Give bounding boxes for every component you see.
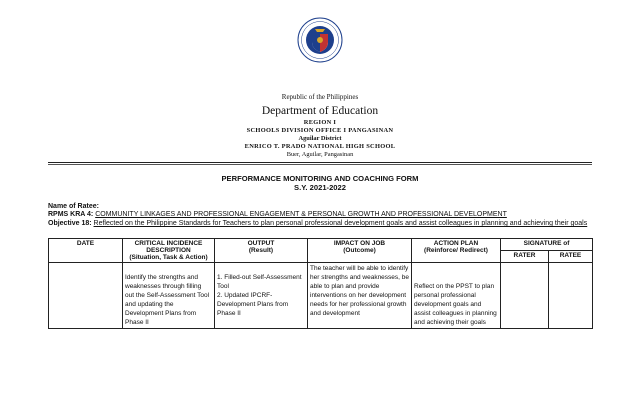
header-rater: RATER xyxy=(501,251,549,263)
table-row xyxy=(49,263,593,329)
kra-value: COMMUNITY LINKAGES AND PROFESSIONAL ENGAGEMENT & PERSONAL GROWTH AND PROFESSIONAL DEVELOPMENT xyxy=(95,211,507,218)
cell-impact: The teacher will be able to identify her strengths and weaknesses, be able to plan and provide interventions on her development needs for her professional growth and development xyxy=(308,263,412,329)
ratee-label: Name of Ratee: xyxy=(48,203,99,210)
header-date: DATE xyxy=(49,239,123,263)
cell-output xyxy=(215,263,308,329)
division-text: SCHOOLS DIVISION OFFICE I PANGASINAN xyxy=(246,127,394,134)
header-impact-title: IMPACT ON JOB xyxy=(333,240,386,247)
objective-value: Reflected on the Philippine Standards for Teachers to plan personal professional development goals and assist colleagues in planning and achieving their goals xyxy=(93,220,588,227)
header-impact-sub: (Outcome) xyxy=(343,247,376,254)
header-action xyxy=(412,239,501,263)
header-impact xyxy=(308,239,412,263)
output-item-1: 1. Filled-out Self-Assessment Tool xyxy=(217,274,302,290)
school-address: Buer, Aguilar, Pangasinan xyxy=(286,151,354,158)
action-text: Reflect on the PPST to plan personal professional development goals and assist colleagues in planning and achieving their goals xyxy=(414,283,497,326)
header-action-title: ACTION PLAN xyxy=(433,240,479,247)
header-action-sub: (Reinforce/ Redirect) xyxy=(424,247,488,254)
form-title: PERFORMANCE MONITORING AND COACHING FORM xyxy=(221,174,419,183)
header-incidence-sub: (Situation, Task & Action) xyxy=(129,254,208,261)
objective-line xyxy=(48,220,587,227)
school-year: S.Y. 2021-2022 xyxy=(294,183,346,192)
header-ratee: RATEE xyxy=(549,251,593,263)
output-item-2: 2. Updated IPCRF-Development Plans from Phase II xyxy=(217,292,289,317)
header-divider xyxy=(48,162,592,163)
cell-action xyxy=(412,263,501,329)
cell-date xyxy=(49,263,123,329)
incidence-text: Identify the strengths and weaknesses through filling out the Self-Assessment Tool and updating the Development Plans from Phase II xyxy=(125,274,210,326)
coaching-table xyxy=(48,238,593,329)
header-output-sub: (Result) xyxy=(248,247,274,254)
district-text: Aguilar District xyxy=(298,135,342,142)
header-output xyxy=(215,239,308,263)
cell-incidence xyxy=(123,263,215,329)
header-incidence xyxy=(123,239,215,263)
kra-line xyxy=(48,211,507,218)
region-text: REGION I xyxy=(303,119,337,126)
header-divider-thin xyxy=(48,164,592,165)
header-incidence-title: CRITICAL INCIDENCE DESCRIPTION xyxy=(134,240,203,254)
republic-text: Republic of the Philippines xyxy=(281,93,359,101)
header-signature: SIGNATURE of xyxy=(501,239,593,251)
deped-seal-logo xyxy=(297,17,343,63)
school-name: ENRICO T. PRADO NATIONAL HIGH SCHOOL xyxy=(244,143,396,150)
cell-rater xyxy=(501,263,549,329)
objective-label: Objective 18: xyxy=(48,220,92,227)
department-title: Department of Education xyxy=(261,105,379,117)
kra-label: RPMS KRA 4: xyxy=(48,211,94,218)
cell-ratee xyxy=(549,263,593,329)
header-output-title: OUTPUT xyxy=(247,240,275,247)
